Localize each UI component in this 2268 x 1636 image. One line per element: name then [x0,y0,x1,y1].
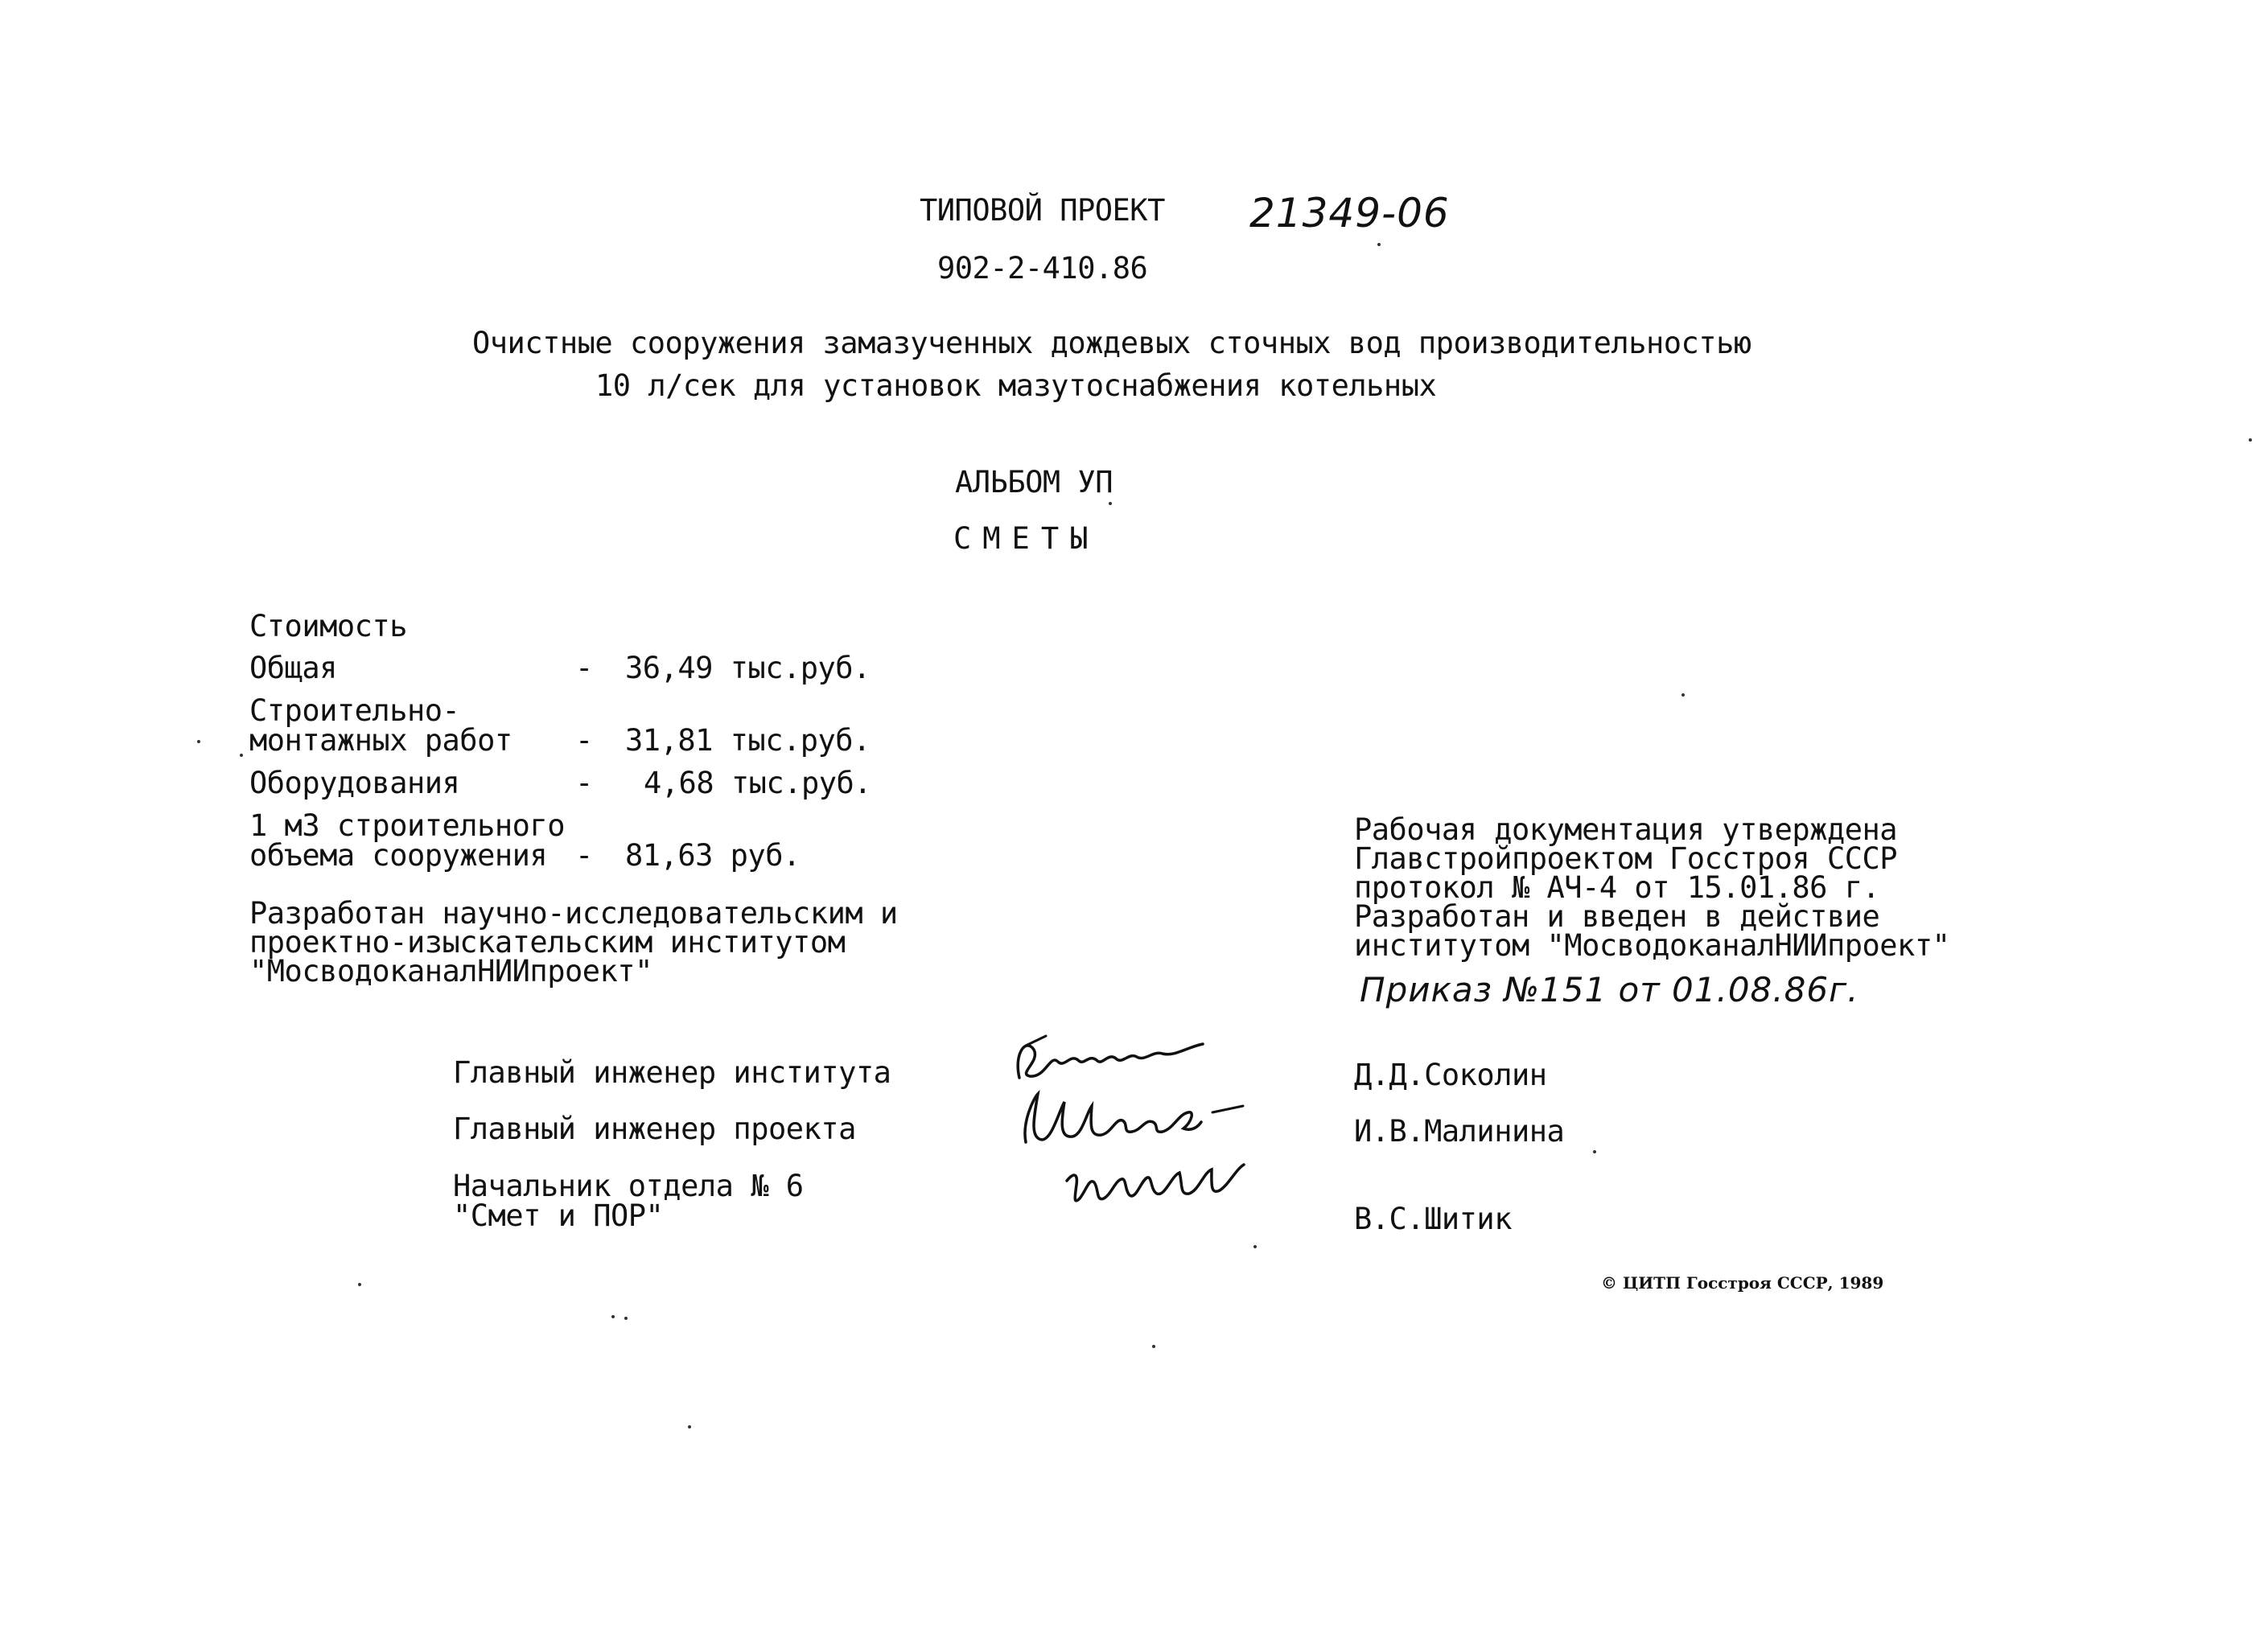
cost-total-label: Общая [249,651,337,685]
signatory-2-position: Главный инженер проекта [453,1112,856,1146]
scan-speck [1681,693,1685,697]
scan-speck [1109,502,1112,505]
scan-speck [611,1315,615,1318]
scan-speck [2249,438,2252,442]
signatory-1-position: Главный инженер института [453,1055,891,1090]
signatory-2-name: И.В.Малинина [1354,1114,1565,1149]
cost-volume-dash: - [575,838,593,873]
cost-volume-label-2: объема сооружения [249,838,548,873]
title-line-1: Очистные сооружения замазученных дождевых сточных вод производительностью [472,326,1751,360]
approval-line-1: Рабочая документация утверждена [1354,812,1898,847]
developer-line-3: "МосводоканалНИИпроект" [249,954,652,989]
approval-line-2: Главстройпроектом Госстроя СССР [1354,841,1898,876]
cost-construction-label-2: монтажных работ [249,723,512,758]
signature-3 [1062,1149,1287,1221]
handwritten-project-number: 21349-06 [1249,190,1450,236]
cost-total-value: 36,49 тыс.руб. [625,651,871,685]
approval-line-4: Разработан и введен в действие [1354,899,1880,934]
scan-speck [624,1317,628,1320]
scan-speck [1377,243,1381,246]
album-label: АЛЬБОМ УП [955,465,1113,499]
developer-line-1: Разработан научно-исследовательским и [249,896,898,931]
album-subtitle: СМЕТЫ [953,521,1100,556]
cost-construction-label-1: Строительно- [249,693,460,728]
signature-2 [1002,1082,1259,1154]
cost-construction-dash: - [575,723,593,758]
scan-speck [240,754,243,757]
signatory-3-position-2: "Смет и ПОР" [453,1198,664,1233]
project-label: ТИПОВОЙ ПРОЕКТ [920,193,1165,228]
signatory-3-position-1: Начальник отдела № 6 [453,1169,804,1203]
signatory-1-name: Д.Д.Соколин [1354,1058,1547,1092]
cost-construction-value: 31,81 тыс.руб. [625,723,871,758]
order-handwritten: Приказ №151 от 01.08.86г. [1360,970,1859,1009]
cost-volume-value: 81,63 руб. [625,838,801,873]
cost-volume-label-1: 1 м3 строительного [249,808,565,843]
scan-speck [197,740,200,743]
developer-line-2: проектно-изыскательским институтом [249,925,846,960]
signatory-3-name: В.С.Шитик [1354,1202,1512,1236]
scan-speck [1253,1245,1257,1248]
scan-speck [1593,1150,1596,1153]
approval-line-3: протокол № АЧ-4 от 15.01.86 г. [1354,870,1880,905]
scan-speck [688,1425,691,1428]
scan-speck [1152,1345,1155,1348]
cost-equipment-value: 4,68 тыс.руб. [644,766,872,800]
title-line-2: 10 л/сек для установок мазутоснабжения котельных [595,368,1437,403]
cost-equipment-label: Оборудования [249,766,460,800]
scan-speck [358,1283,361,1286]
copyright: © ЦИТП Госстроя СССР, 1989 [1601,1273,1884,1293]
cost-total-dash: - [575,651,593,685]
project-code: 902-2-410.86 [937,251,1148,286]
cost-equipment-dash: - [575,766,593,800]
approval-line-5: институтом "МосводоканалНИИпроект" [1354,928,1950,963]
cost-heading: Стоимость [249,609,407,643]
